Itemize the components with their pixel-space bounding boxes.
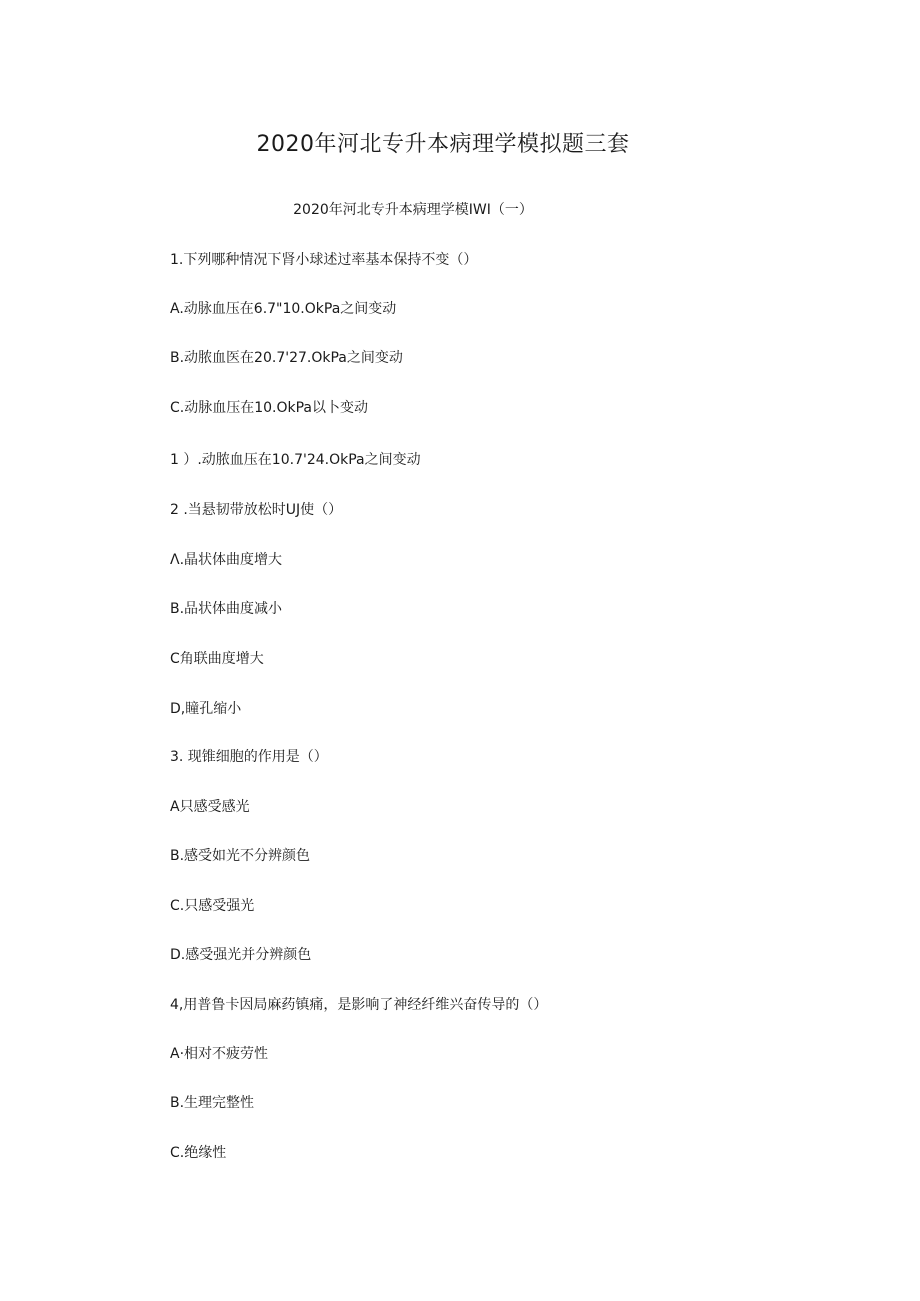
question-1: 1.下列哪种情况下肾小球述过率基本保持不变（） [170, 252, 478, 268]
option-1d: 1 ）.动脓血压在10.7'24.OkPa之间变动 [170, 452, 421, 468]
question-3: 3. 现锥细胞的作用是（） [170, 749, 328, 765]
page-title: 2020年河北专升本病理学模拟题三套 [256, 132, 630, 157]
option-3a: A只感受感光 [170, 799, 250, 815]
option-1b: B.动脓血医在20.7'27.OkPa之间变动 [170, 350, 403, 366]
option-3d: D.感受强光并分辨颜色 [170, 947, 312, 963]
option-2b: B.品状体曲度减小 [170, 601, 283, 617]
option-3c: C.只感受强光 [170, 898, 255, 914]
section-subtitle: 2020年河北专升本病理学模IWI（一） [293, 202, 533, 218]
option-4b: B.生理完整性 [170, 1095, 255, 1111]
option-1c: C.动脉血压在10.OkPa以卜变动 [170, 400, 369, 416]
option-3b: B.感受如光不分辨颜色 [170, 848, 311, 864]
option-4a: A·相对不疲劳性 [170, 1046, 269, 1062]
option-2a: Λ.晶状体曲度增大 [170, 552, 283, 568]
question-2: 2 .当悬韧带放松时UJ使（） [170, 502, 343, 518]
option-1a: A.动脉血压在6.7"10.OkPa之间变动 [170, 301, 397, 317]
option-2d: D,瞳孔缩小 [170, 701, 242, 717]
question-4: 4,用普鲁卡因局麻药镇痛，是影响了神经纤维兴奋传导的（） [170, 997, 548, 1013]
option-2c: C角联曲度增大 [170, 651, 264, 667]
option-4c: C.绝缘性 [170, 1145, 227, 1161]
